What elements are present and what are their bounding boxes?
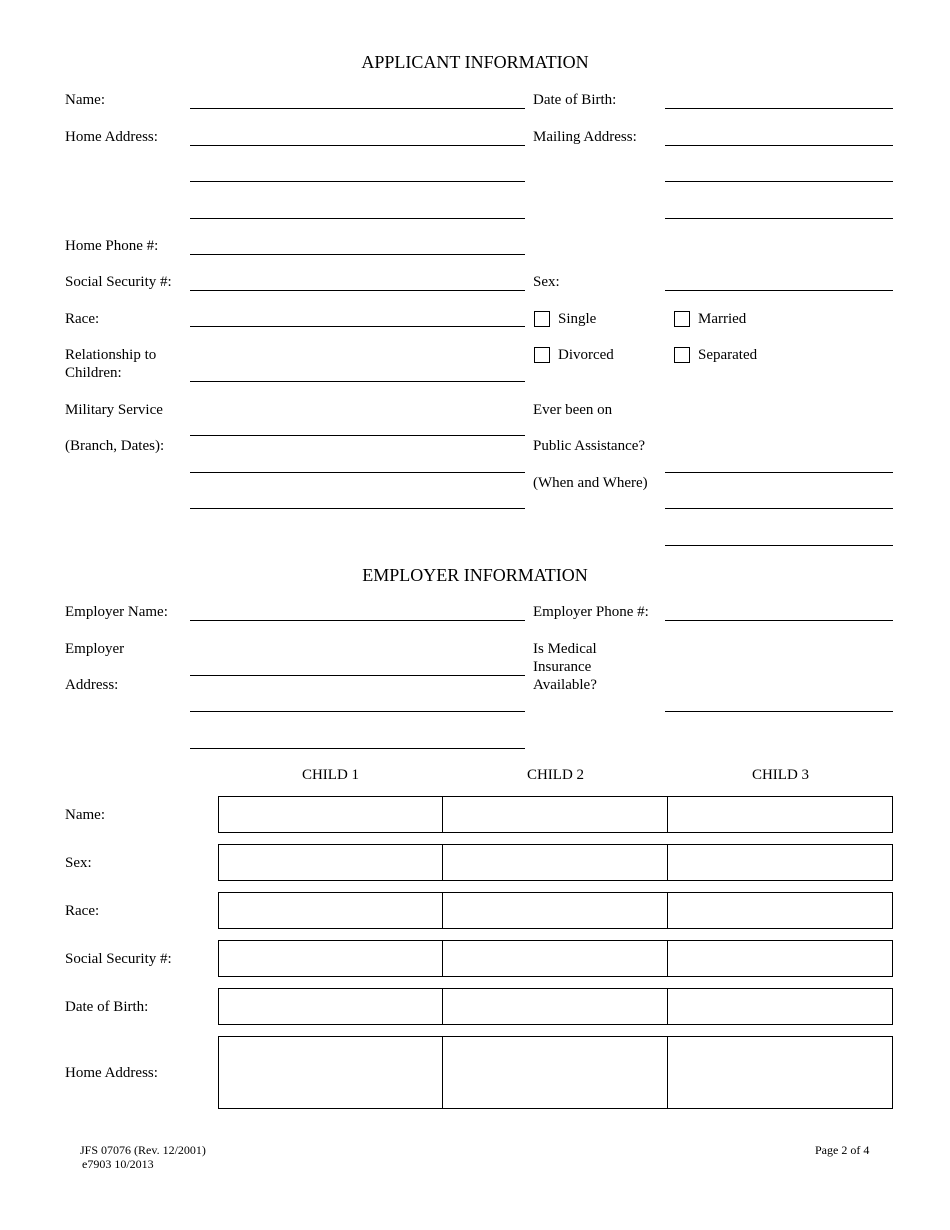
child-3-field[interactable]	[667, 1036, 893, 1109]
child-2-field[interactable]	[442, 796, 668, 833]
mailing-address-field-2[interactable]	[665, 181, 893, 182]
sex-label: Sex:	[533, 274, 560, 290]
employer-name-label: Employer Name:	[65, 604, 168, 620]
medical-insurance-label: Is Medical Insurance Available?	[533, 641, 597, 693]
dob-label: Date of Birth:	[533, 92, 617, 108]
form-id: JFS 07076 (Rev. 12/2001)	[80, 1143, 206, 1157]
child-3-field[interactable]	[667, 796, 893, 833]
child-row-label: Sex:	[65, 855, 92, 871]
child-row-label: Social Security #:	[65, 951, 172, 967]
assistance-field-2[interactable]	[665, 508, 893, 509]
mailing-address-field-1[interactable]	[665, 145, 893, 146]
single-label: Single	[558, 311, 597, 327]
relationship-label: Relationship to Children:	[65, 347, 157, 381]
married-checkbox[interactable]	[674, 311, 690, 327]
child-2-field[interactable]	[442, 940, 668, 977]
assistance-field-1[interactable]	[665, 472, 893, 473]
name-field[interactable]	[190, 108, 525, 109]
ssn-field[interactable]	[190, 290, 525, 291]
divorced-checkbox[interactable]	[534, 347, 550, 363]
child-3-header: CHILD 3	[751, 767, 810, 783]
home-phone-field[interactable]	[190, 254, 525, 255]
child-3-field[interactable]	[667, 844, 893, 881]
child-3-field[interactable]	[667, 988, 893, 1025]
separated-checkbox[interactable]	[674, 347, 690, 363]
sex-field[interactable]	[665, 290, 893, 291]
child-2-header: CHILD 2	[526, 767, 585, 783]
military-label-1: Military Service	[65, 402, 163, 418]
separated-label: Separated	[698, 347, 758, 363]
single-checkbox[interactable]	[534, 311, 550, 327]
child-row-label: Name:	[65, 807, 105, 823]
ssn-label: Social Security #:	[65, 274, 172, 290]
dob-field[interactable]	[665, 108, 893, 109]
child-1-header: CHILD 1	[301, 767, 360, 783]
child-3-field[interactable]	[667, 892, 893, 929]
child-2-field[interactable]	[442, 988, 668, 1025]
military-field-3[interactable]	[190, 508, 525, 509]
assistance-label-3: (When and Where)	[533, 475, 648, 491]
child-1-field[interactable]	[218, 1036, 444, 1109]
employer-address-label-2: Address:	[65, 677, 119, 693]
child-2-field[interactable]	[442, 1036, 668, 1109]
married-label: Married	[698, 311, 747, 327]
military-field-2[interactable]	[190, 472, 525, 473]
child-1-field[interactable]	[218, 796, 444, 833]
child-3-field[interactable]	[667, 940, 893, 977]
child-row-label: Home Address:	[65, 1065, 158, 1081]
medical-insurance-field[interactable]	[665, 711, 893, 712]
home-address-field-1[interactable]	[190, 145, 525, 146]
military-field-1[interactable]	[190, 435, 525, 436]
employer-phone-field[interactable]	[665, 620, 893, 621]
employer-name-field[interactable]	[190, 620, 525, 621]
military-label-2: (Branch, Dates):	[65, 438, 165, 454]
child-row-label: Date of Birth:	[65, 999, 149, 1015]
applicant-heading: APPLICANT INFORMATION	[361, 52, 589, 72]
race-field[interactable]	[190, 326, 525, 327]
employer-address-field-1[interactable]	[190, 675, 525, 676]
divorced-label: Divorced	[558, 347, 614, 363]
child-1-field[interactable]	[218, 844, 444, 881]
employer-heading: EMPLOYER INFORMATION	[362, 565, 588, 585]
employer-address-field-2[interactable]	[190, 711, 525, 712]
child-1-field[interactable]	[218, 988, 444, 1025]
assistance-label-2: Public Assistance?	[533, 438, 646, 454]
mailing-address-label: Mailing Address:	[533, 129, 637, 145]
child-1-field[interactable]	[218, 940, 444, 977]
employer-phone-label: Employer Phone #:	[533, 604, 649, 620]
form-edition: e7903 10/2013	[82, 1157, 154, 1171]
relationship-field[interactable]	[190, 381, 525, 382]
child-1-field[interactable]	[218, 892, 444, 929]
page-number: Page 2 of 4	[815, 1143, 870, 1157]
home-address-field-2[interactable]	[190, 181, 525, 182]
employer-address-label-1: Employer	[65, 641, 125, 657]
home-address-label: Home Address:	[65, 129, 158, 145]
name-label: Name:	[65, 92, 105, 108]
child-2-field[interactable]	[442, 844, 668, 881]
employer-address-field-3[interactable]	[190, 748, 525, 749]
child-row-label: Race:	[65, 903, 100, 919]
race-label: Race:	[65, 311, 100, 327]
mailing-address-field-3[interactable]	[665, 218, 893, 219]
home-address-field-3[interactable]	[190, 218, 525, 219]
home-phone-label: Home Phone #:	[65, 238, 159, 254]
assistance-label-1: Ever been on	[533, 402, 613, 418]
child-2-field[interactable]	[442, 892, 668, 929]
assistance-field-3[interactable]	[665, 545, 893, 546]
